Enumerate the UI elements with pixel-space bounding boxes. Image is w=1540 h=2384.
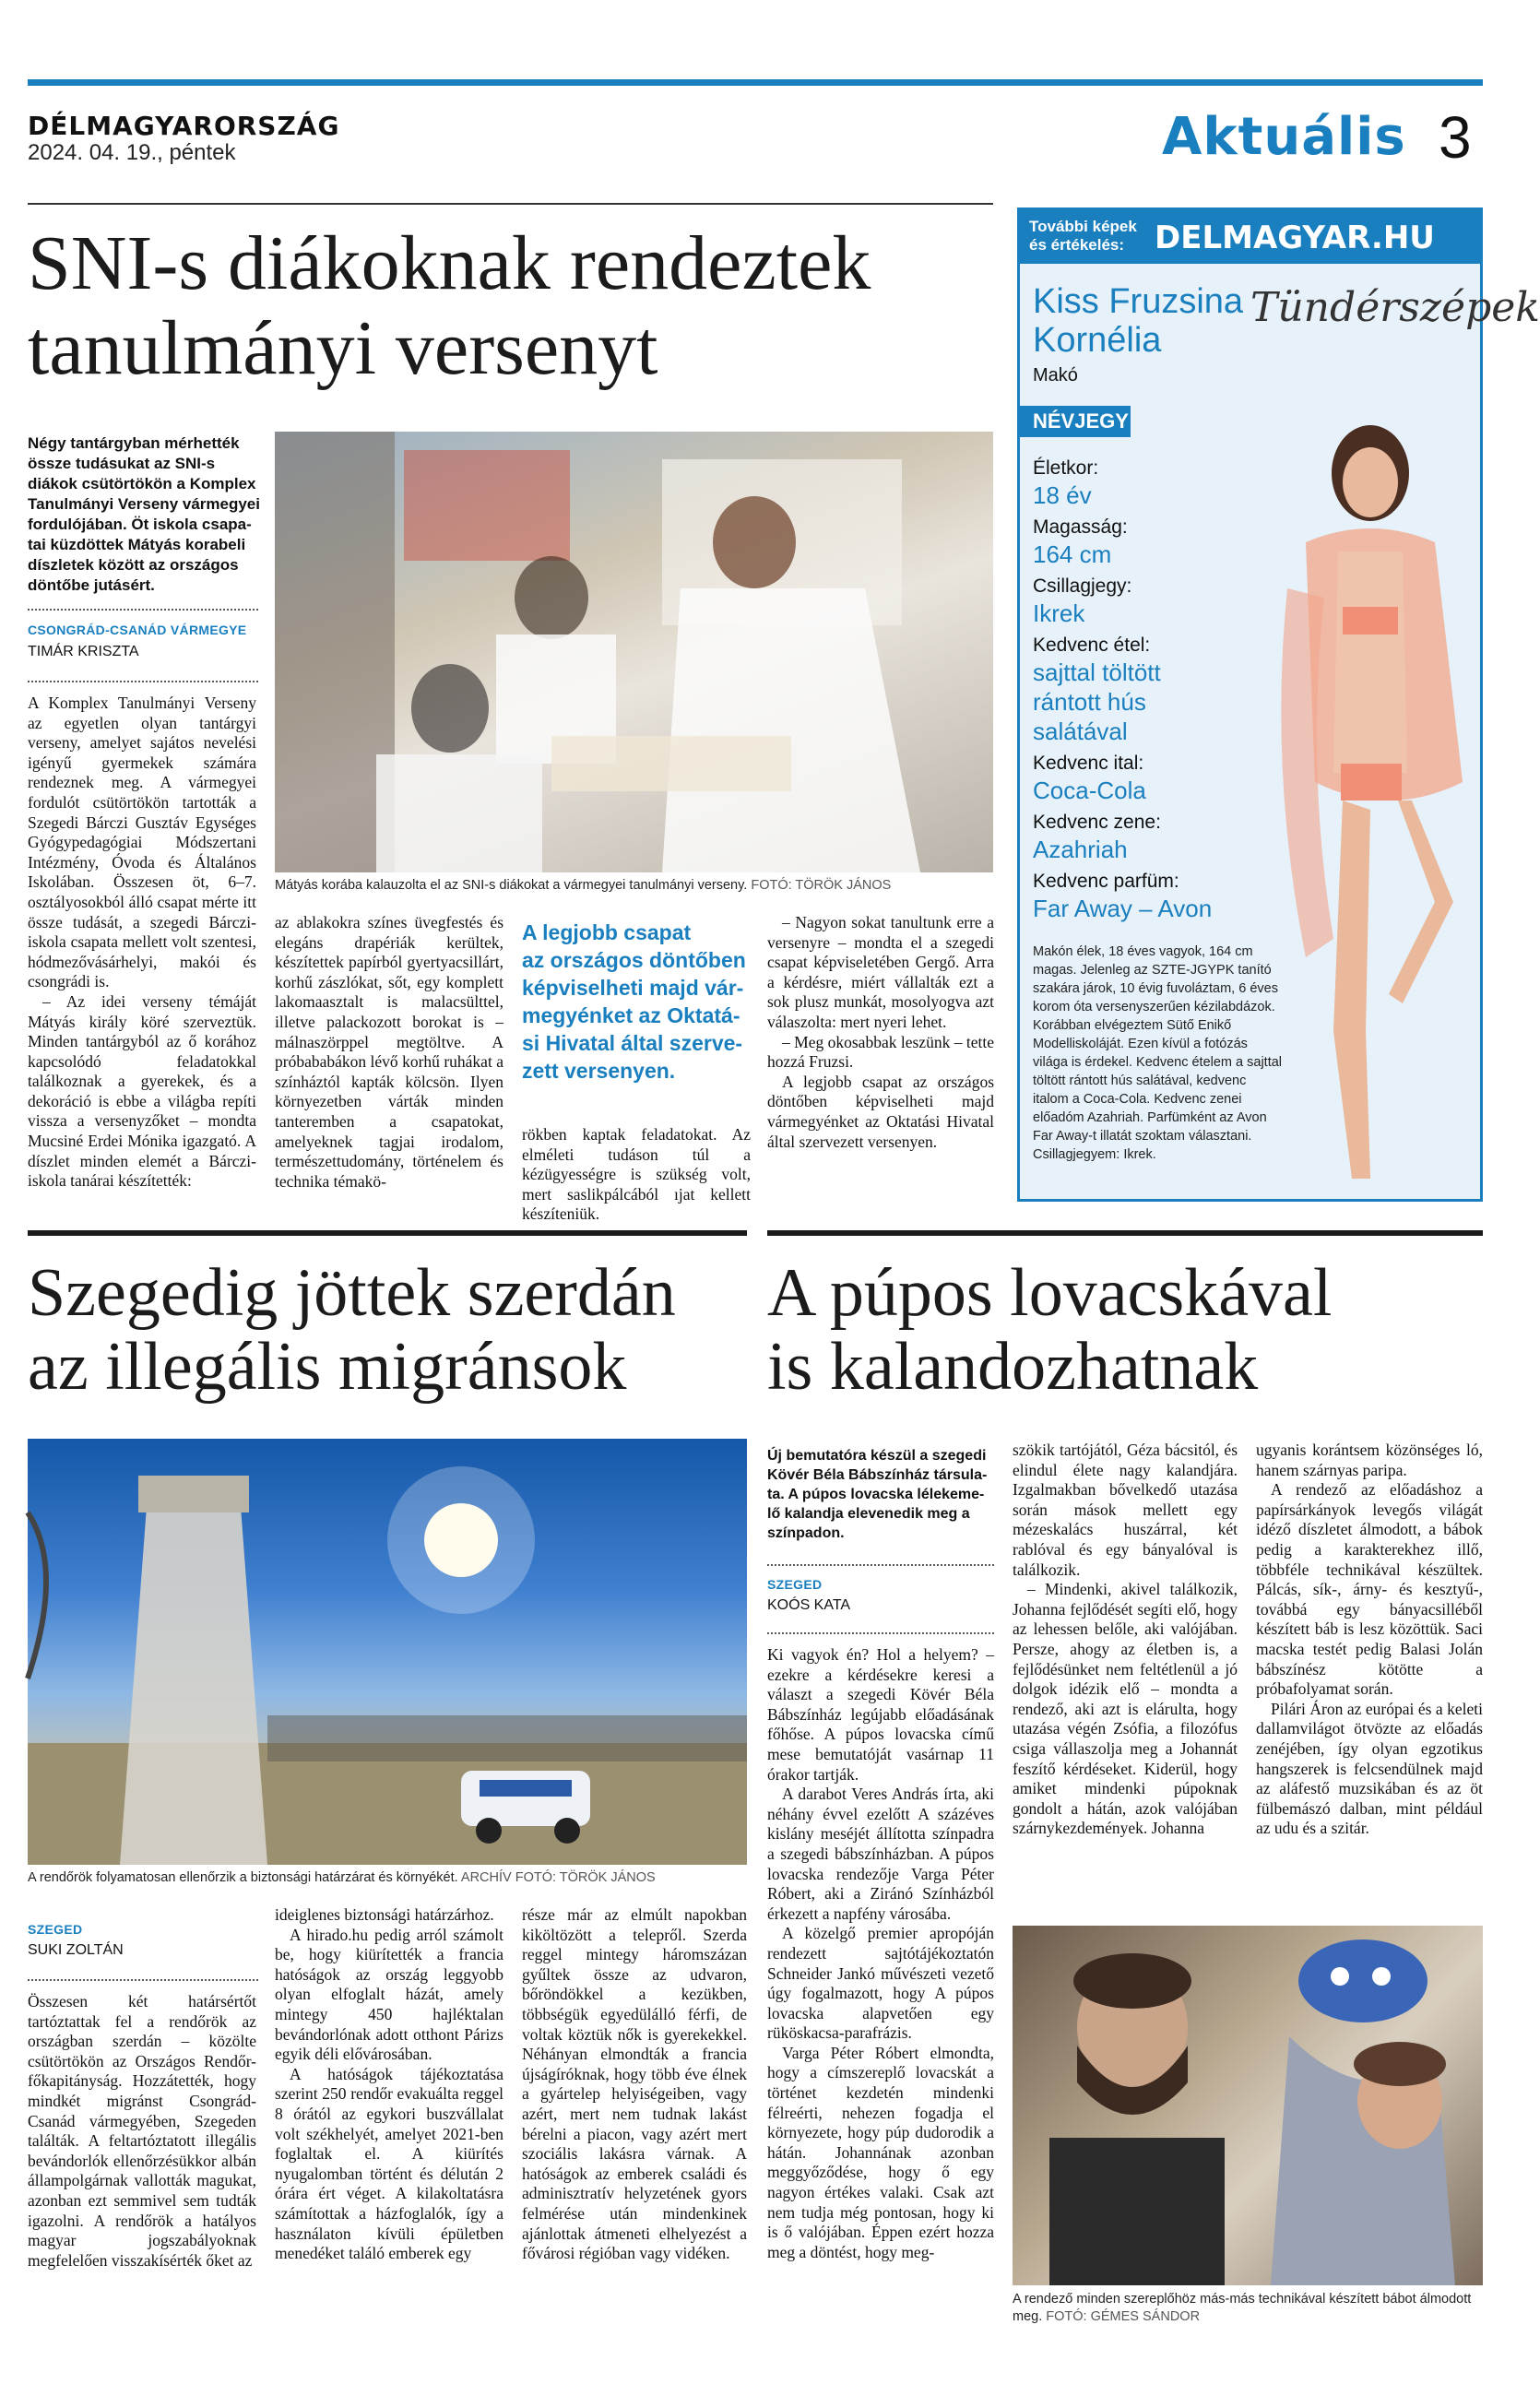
fact-value: salátával [1033,718,1128,745]
article2-author: SUKI ZOLTÁN [28,1942,124,1958]
article3-col1: Ki vagyok én? Hol a helyem? – ezekre a kérdésekre keresi a választ a szegedi Kövér Béla Bábszínház legújabb előadásának főhőse. A púpos lovacska című mese bemutatóját vasárnap 11 órakor tartják. A darabot Veres András írta, aki néhány évvel ezelőtt A százéves kislány meséjét állította színpadra a szegedi bábszínházban. A púpos lovacska rendezője Varga Péter Róbert, aki a Ziránó Színházból érkezett a napfény városába. A közelgő premier apropóján rendezett sajtótájékoztatón Schneider Jankó művészeti vezető úgy fogalmazott, hogy A púpos lovacska alapvetően egy rüköskacsa-parafrázis. Varga Péter Róbert elmondta, hogy a címszereplő lovacskát a történet kezdetén mindenki félreérti, nehezen fogadja el környezete, hogy púp dudorodik a hátán. Johannának azonban meggyőződése, hogy ő egy nagyon értékes valaki. Csak azt nem tudja még pontosan, hogy ki is ő valójában. Éppen ezért hozza meg a döntést, hogy meg- [767,1645,994,2261]
article1-author: TIMÁR KRISZTA [28,644,139,659]
article2-photo [28,1439,747,1865]
article1-caption: Mátyás korába kalauzolta el az SNI-s diákokat a vármegyei tanulmányi verseny. FOTÓ: TÖRÖK JÁNOS [275,878,892,893]
fact-value: 164 cm [1033,540,1112,568]
article3-lead: Új bemutatóra készül a szegedi Kövér Béla Bábszínház társula- ta. A púpos lovacska lélekeme- lő kalandja elevenedik meg a színpadon. [767,1448,988,1541]
website-link[interactable]: DELMAGYAR.HU [1155,219,1435,256]
more-photos-label: További képek és értékelés: [1029,218,1137,254]
article1-col2: az ablakokra színes üvegfestés és elegáns drapériák kerültek, készítettek papírból gyertyacsillárt, korhű zászlókat, sőt, egy komplett lakomaasztalt is malacsülttel, illetve palackozott borokat is – málnaszörppel megtöltve. A próbababákon lévő korhű ruhákat a színháztól kapták kölcsön. Ilyen környezetben várták minden tanteremben a csapatokat, amelyeknek tagjai irodalom, természettudomány, történelem és technika témakö- [275,913,503,1191]
fact-label: Kedvenc ital: [1033,753,1144,774]
fact-value: Azahriah [1033,836,1128,863]
article3-caption: A rendező minden szereplőhöz más-más technikával készített bábot álmodott meg. FOTÓ: GÉMES SÁNDOR [1013,2292,1472,2324]
divider [28,1979,258,1981]
issue-date: 2024. 04. 19., péntek [28,140,236,165]
puppet-director-illustration [1013,1926,1483,2285]
divider [767,1632,994,1634]
article1-col1: A Komplex Tanulmányi Verseny az egyetlen olyan tantárgyi verseny, amelyet sajátos nevelési igényű gyermekek számára rendeznek meg. A vármegyei fordulót csütörtökön tartották a Szegedi Bárczi Gusztáv Egységes Gyógypedagógiai Módszertani Intézmény, Óvoda és Általános Iskolában. Összesen öt, 6–7. osztályosokból álló csapat mérte itt össze tudását, a szegedi Bárczi-iskola csapata mellett volt szentesi, hódmezővásárhelyi, makói és csongrádi is. – Az idei verseny témáját Mátyás király köré szerveztük. Minden tantárgyból az ő korához kapcsolódó feladatokkal találkoznak a gyerekek, és a dekoráció is ebbe a világba repíti vissza a versenyzőket – mondta Mucsiné Erdei Mónika igazgató. A díszlet minden elemét a Bárczi-iskola tanárai készítették: [28,694,256,1191]
section-divider [28,1230,747,1236]
article3-col2: szökik tartójától, Géza bácsitól, és elindul élete nagy kalandjára. Izgalmakban bővelkedő utazása során mások mellett egy mézeskalács huszárral, két rablóval és egy bányalóval is találkozik. – Mindenki, akivel találkozik, Johanna fejlődését segíti elő, hogy az lehessen belőle, aki valójában. Persze, ahogy az életben is, a fejlődésünket nem feltétlenül a jó dolgok idézik elő – mondta a rendező, aki azt is elárulta, hogy utazása végén Zsófia, a filozófus csiga vállaszolja meg a Johannát feszítő kérdéseket. Kiderül, hogy amiket mindenki púpoknak gondolt a hátán, azok valójában szárnykezdemények. Johanna [1013,1441,1238,1838]
article2-col2: ideiglenes biztonsági határzárhoz. A hirado.hu pedig arról számolt be, hogy kiürítették a francia hatóságok az ország leggyobb olyan elfoglalt házát, amely mintegy 450 hajléktalan bevándorlónak adott otthont Párizs egyik déli elővárosában. A hatóságok tájékoztatása szerint 250 rendőr evakuálta reggel 8 órától az egykori buszvállalat volt székhelyét, amelyet 2021-ben foglaltak el. A kiürítés nyugalomban történt és délután 2 órára ért véget. A kilakoltatásra számítottak a házfoglalók, így a használaton kívüli épületben menedéket találó emberek egy [275,1905,503,2263]
series-logo: Tündérszépek [1250,284,1540,331]
profile-tag: NÉVJEGY [1020,406,1131,437]
divider [28,203,993,205]
article2-col3: része már az elmúlt napokban kiköltözött a telepről. Szerda reggel mintegy háromszázan gyűltek össze az udvaron, bőröndökkel a kezükben, többségük egyedülálló férfi, de voltak köztük nők is gyerekekkel. Néhányan elmondták a francia újságíróknak, hogy több éve élnek a gyártelep helyiségeiben, vagy azért, mert nem tudnak lakást bérelni a piacon, vagy azért mert szociális lakásra várnak. A hatóságok az emberek családi és adminisztratív helyzetének gyors felmérése után mindenkinek ajánlottak átmeneti elhelyezést a fővárosi régióban vagy vidéken. [522,1905,747,2263]
article1-lead: Négy tantárgyban mérhették össze tudásukat az SNI-s diákok csütörtökön a Komplex Tanulmányi Verseny vármegyei fordulójában. Öt iskola csapa- tai küzdöttek Mátyás korabeli díszletek között az országos döntőbe jutásért. [28,434,260,594]
article1-col3: rökben kaptak feladatokat. Az elméleti tudáson túl a kézügyességre is szükség volt, mert saslikpálcából ıjat kellett készíteniük. [522,1125,751,1224]
fact-label: Kedvenc zene: [1033,812,1161,833]
article2-headline: Szegedig jöttek szerdán az illegális migránsok [28,1255,676,1405]
model-illustration [1250,385,1481,1197]
fact-value: sajttal töltött [1033,658,1161,686]
classroom-illustration [275,432,993,872]
fact-value: Ikrek [1033,599,1085,627]
newspaper-brand: DÉLMAGYARORSZÁG [28,111,340,141]
article1-photo [275,432,993,872]
contestant-town: Makó [1033,365,1078,385]
article3-author: KOÓS KATA [767,1597,851,1613]
article3-headline: A púpos lovacskával is kalandozhatnak [767,1255,1333,1405]
fact-value: Coca-Cola [1033,777,1146,804]
fact-label: Csillagjegy: [1033,575,1132,597]
fact-label: Kedvenc parfüm: [1033,871,1179,892]
article2-col1: Összesen két határsértőt tartóztattak fel a rendőrök az országban szerdán – közölte csütörtökön az Országos Rendőr-főkapitányság. Hozzátették, hogy mindkét migránst Csongrád-Csanád vármegyében, Szegeden találták. A feltartóztatott illegális bevándorlók ellenőrzésükkor albán állampolgárnak vallották magukat, azonban ezt semmivel sem tudták igazolni. A rendőrök a hatályos magyar jogszabályoknak megfelelően visszakísérték őket az [28,1992,256,2270]
contestant-bio: Makón élek, 18 éves vagyok, 164 cm magas. Jelenleg az SZTE-JGYPK tanító szakára járok, 10 évig fuvoláztam, 6 éves korom óta versenyszerűen kézilabdázok. Korábban elvégeztem Sütő Enikő Modelliskoláját. Ezen kívül a fotózás világa is érdekel. Kedvenc ételem a sajttal töltött rántott hús salátával, kedvenc italom a Coca-Cola. Kedvenc zenei előadóm Azahriah. Parfümként az Avon Far Away-t illatát szoktam választani. Csillagjegyem: Ikrek. [1033,944,1283,1162]
article3-location: SZEGED [767,1577,823,1592]
border-fence-illustration [28,1439,747,1865]
article2-location: SZEGED [28,1922,83,1937]
fact-label: Kedvenc étel: [1033,635,1151,656]
contestant-name: Kiss Fruzsina Kornélia [1033,282,1244,360]
fact-value: Far Away – Avon [1033,895,1213,922]
article2-caption: A rendőrök folyamatosan ellenőrzik a biztonsági határzárat és környékét. ARCHÍV FOTÓ: TÖRÖK JÁNOS [28,1870,656,1885]
article1-pullquote: A legjobb csapat az országos döntőben képviselheti majd vár- megyénket az Oktatá- si Hivatal által szerve- zett versenyen. [522,920,746,1083]
page-number: 3 [1439,104,1472,171]
beauty-profile-box [1017,208,1540,1202]
divider [28,609,258,611]
article1-headline: SNI-s diákoknak rendeztek tanulmányi versenyt [28,220,871,391]
fact-value: 18 év [1033,481,1092,509]
article3-photo [1013,1926,1483,2285]
divider [28,681,258,682]
fact-value: rántott hús [1033,688,1146,716]
model-photo [1250,385,1481,1197]
article3-col3: ugyanis korántsem közönséges ló, hanem szárnyas paripa. A rendező az előadáshoz a papírsárkányok levegős világát idéző díszletet álmodott, a bábok pedig a karakterekhez illő, többféle technikával készültek. Pálcás, sík-, árny- és kesztyű-, továbbá egy bányacsillé​ből készített báb is lesz közöttük. Saci macska testét pedig Balasi Jolán bábszínész kötötte a próbafolyamat során. Pilári Áron az európai és a keleti dallamvilágot ötvözte az előadás zenéjében, így olyan egzotikus hangszerek is felcsendülnek majd az aláfestő muzsikában és az öt fülbemászó dalban, mint például az udu és a szitár. [1256,1441,1483,1838]
section-divider [767,1230,1483,1236]
fact-label: Magasság: [1033,516,1128,538]
fact-label: Életkor: [1033,457,1099,479]
top-accent-bar [28,79,1483,86]
section-title: Aktuális [1162,107,1406,167]
divider [767,1564,994,1566]
article1-col4: – Nagyon sokat tanultunk erre a versenyre – mondta el a szegedi csapat képviseletében Gergő. Arra a kérdésre, miért vállalták ezt a sok plusz munkát, mosolyogva azt válaszolta: mert nyeri lehet. – Meg okosabbak leszünk – tette hozzá Fruzsi. A legjobb csapat az országos döntőben képviselheti majd vármegyénket az Oktatási Hivatal által szervezett versenyen. [767,913,994,1151]
article1-location: CSONGRÁD-CSANÁD VÁRMEGYE [28,623,247,637]
